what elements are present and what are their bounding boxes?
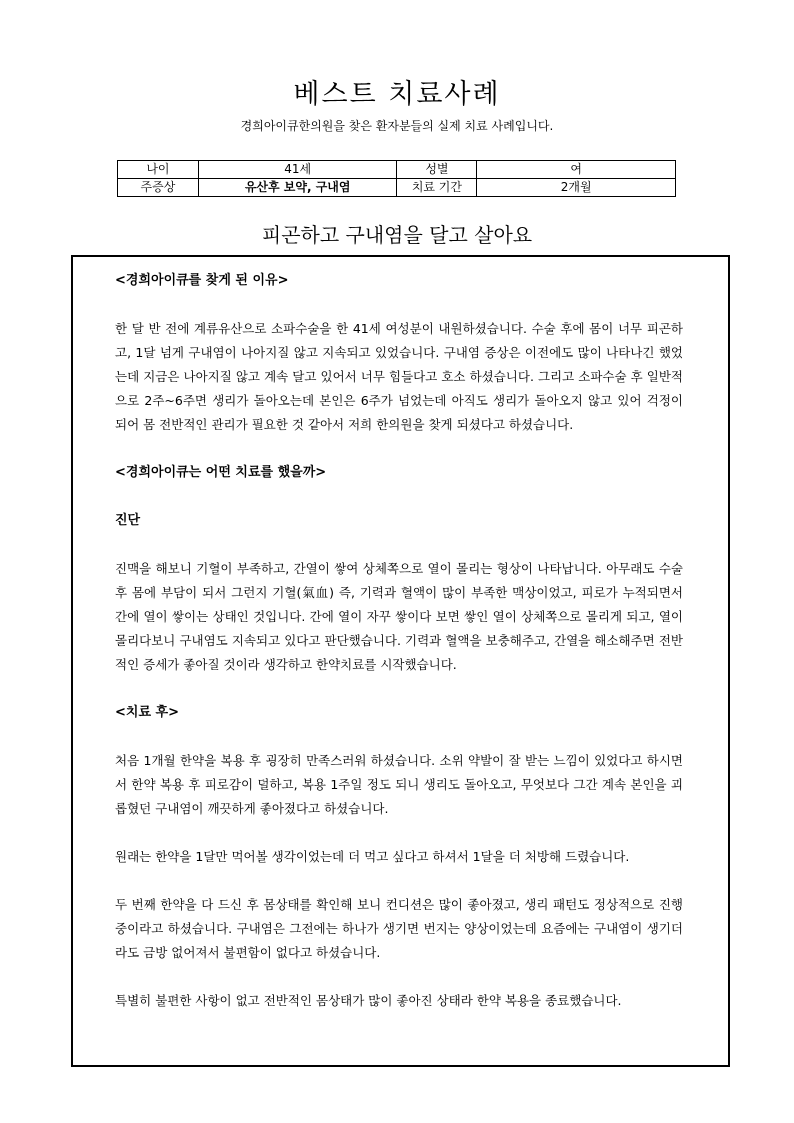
treatment-heading: <경희아이큐는 어떤 치료를 했을까> (115, 465, 327, 480)
case-title: 피곤하고 구내염을 달고 살아요 (261, 223, 533, 247)
age-label: 나이 (118, 161, 199, 179)
case-content (115, 269, 683, 1037)
symptom-label: 주증상 (118, 179, 199, 197)
period-label: 치료 기간 (397, 179, 477, 197)
reason-heading: <경희아이큐를 찾게 된 이유> (115, 273, 289, 288)
after-paragraph-4: 특별히 불편한 사항이 없고 전반적인 몸상태가 많이 좋아진 상태라 한약 복용을 종료했습니다. (115, 993, 622, 1008)
after-paragraph-1: 처음 1개월 한약을 복용 후 굉장히 만족스러워 하셨습니다. 소위 약발이 잘 받는 느낌이 있었다고 하시면서 한약 복용 후 피로감이 덜하고, 복용 1주일 정도 되니 생리도 돌아오고, 무엇보다 그간 계속 본인을 괴롭혔던 구내염이 깨끗하게 좋아졌다고 하셨습니다. (115, 753, 683, 816)
after-paragraph-3: 두 번째 한약을 다 드신 후 몸상태를 확인해 보니 컨디션은 많이 좋아졌고, 생리 패턴도 정상적으로 진행중이라고 하셨습니다. 구내염은 그전에는 하나가 생기면 번지는 양상이었는데 요즘에는 구내염이 생기더라도 금방 없어져서 불편함이 없다고 하셨습니다. (115, 897, 683, 960)
table-row (118, 161, 676, 179)
case-content-box (71, 255, 730, 1067)
age-value: 41세 (198, 161, 397, 179)
page-title: 베스트 치료사례 (293, 79, 501, 110)
patient-info-table (117, 160, 676, 197)
symptom-value: 유산후 보약, 구내염 (198, 179, 397, 197)
after-treatment-heading: <치료 후> (115, 705, 179, 720)
diagnosis-heading: 진단 (115, 513, 141, 528)
page-subtitle: 경희아이큐한의원을 찾은 환자분들의 실제 치료 사례입니다. (240, 119, 554, 133)
diagnosis-paragraph: 진맥을 해보니 기혈이 부족하고, 간열이 쌓여 상체쪽으로 열이 몰리는 형상이 나타납니다. 아무래도 수술 후 몸에 부담이 되서 그런지 기혈(氣血) 즉, 기력과 혈액이 많이 부족한 맥상이었고, 피로가 누적되면서 간에 열이 쌓이는 상태인 것입니다. 간에 열이 자꾸 쌓이다 보면 쌓인 열이 상체쪽으로 몰리게 되고, 열이 몰리다보니 구내염도 지속되고 있다고 판단했습니다. 기력과 혈액을 보충해주고, 간열을 해소해주면 전반적인 증세가 좋아질 것이라 생각하고 한약치료를 시작했습니다. (115, 561, 683, 672)
sex-value: 여 (477, 161, 676, 179)
sex-label: 성별 (397, 161, 477, 179)
reason-paragraph: 한 달 반 전에 계류유산으로 소파수술을 한 41세 여성분이 내원하셨습니다. 수술 후에 몸이 너무 피곤하고, 1달 넘게 구내염이 나아지질 않고 지속되고 있었습니다. 구내염 증상은 이전에도 많이 나타나긴 했었는데 지금은 나아지질 않고 계속 달고 있어서 너무 힘들다고 호소 하셨습니다. 그리고 소파수술 후 일반적으로 2주~6주면 생리가 돌아오는데 본인은 6주가 넘었는데 아직도 생리가 돌아오지 않고 있어 걱정이 되어 몸 전반적인 관리가 필요한 것 같아서 저희 한의원을 찾게 되셨다고 하셨습니다. (115, 321, 683, 432)
period-value: 2개월 (477, 179, 676, 197)
table-row (118, 179, 676, 197)
after-paragraph-2: 원래는 한약을 1달만 먹어볼 생각이었는데 더 먹고 싶다고 하셔서 1달을 더 처방해 드렸습니다. (115, 849, 630, 864)
